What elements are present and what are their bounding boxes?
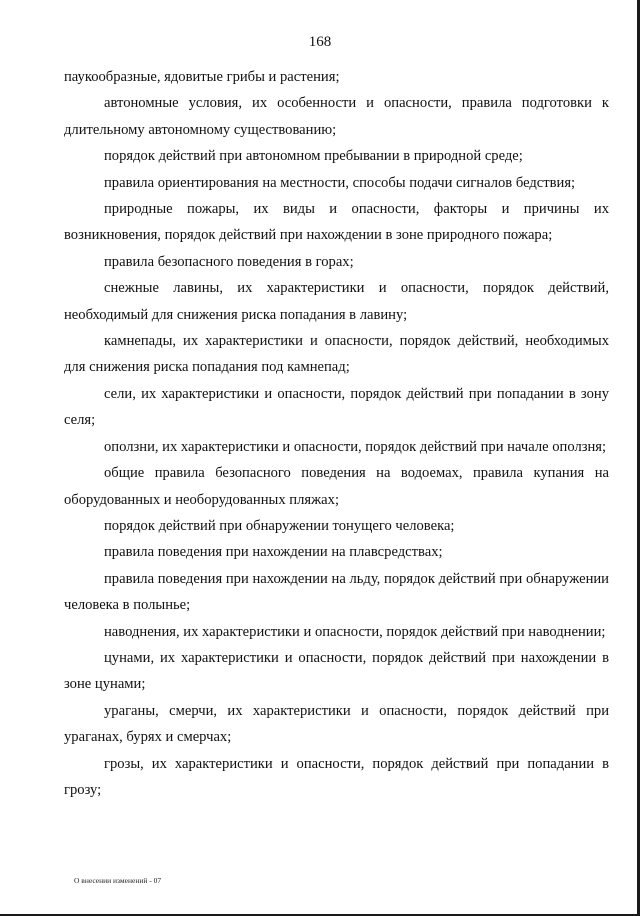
page-number: 168	[308, 34, 332, 50]
paragraph-11: общие правила безопасного поведения на водоемах, правила купания на оборудованных и необорудованных пляжах;	[64, 465, 609, 508]
paragraph-4: правила ориентирования на местности, способы подачи сигналов бедствия;	[104, 174, 576, 191]
paragraph-15: наводнения, их характеристики и опасности, порядок действий при наводнении;	[104, 623, 606, 640]
paragraph-6: правила безопасного поведения в горах;	[104, 253, 354, 270]
paragraph-17: ураганы, смерчи, их характеристики и опасности, порядок действий при ураганах, бурях и смерчах;	[64, 702, 609, 746]
paragraph-12: порядок действий при обнаружении тонущего человека;	[104, 517, 455, 534]
footer-note: О внесении изменений - 07	[74, 876, 162, 885]
paragraph-10: оползни, их характеристики и опасности, порядок действий при начале оползня;	[104, 438, 607, 455]
paragraph-1: паукообразные, ядовитые грибы и растения;	[64, 69, 340, 85]
paragraph-16: цунами, их характеристики и опасности, порядок действий при нахождении в зоне цунами;	[64, 649, 609, 693]
body-text	[64, 64, 609, 803]
paragraph-9: сели, их характеристики и опасности, порядок действий при попадании в зону селя;	[64, 385, 609, 429]
paragraph-13: правила поведения при нахождении на плавсредствах;	[104, 544, 443, 561]
paragraph-3: порядок действий при автономном пребывании в природной среде;	[104, 148, 523, 165]
paragraph-2: автономные условия, их особенности и опасности, правила подготовки к длительному автономному существованию;	[64, 95, 609, 138]
paragraph-7: снежные лавины, их характеристики и опасности, порядок действий, необходимый для снижения риска попадания в лавину;	[64, 280, 609, 323]
paragraph-18: грозы, их характеристики и опасности, порядок действий при попадании в грозу;	[64, 755, 609, 798]
paragraph-5: природные пожары, их виды и опасности, факторы и причины их возникновения, порядок действий при нахождении в зоне природного пожара;	[64, 201, 609, 244]
paragraph-14: правила поведения при нахождении на льду, порядок действий при обнаружении человека в полынье;	[64, 570, 609, 614]
paragraph-8: камнепады, их характеристики и опасности, порядок действий, необходимых для снижения риска попадания под камнепад;	[64, 333, 609, 376]
